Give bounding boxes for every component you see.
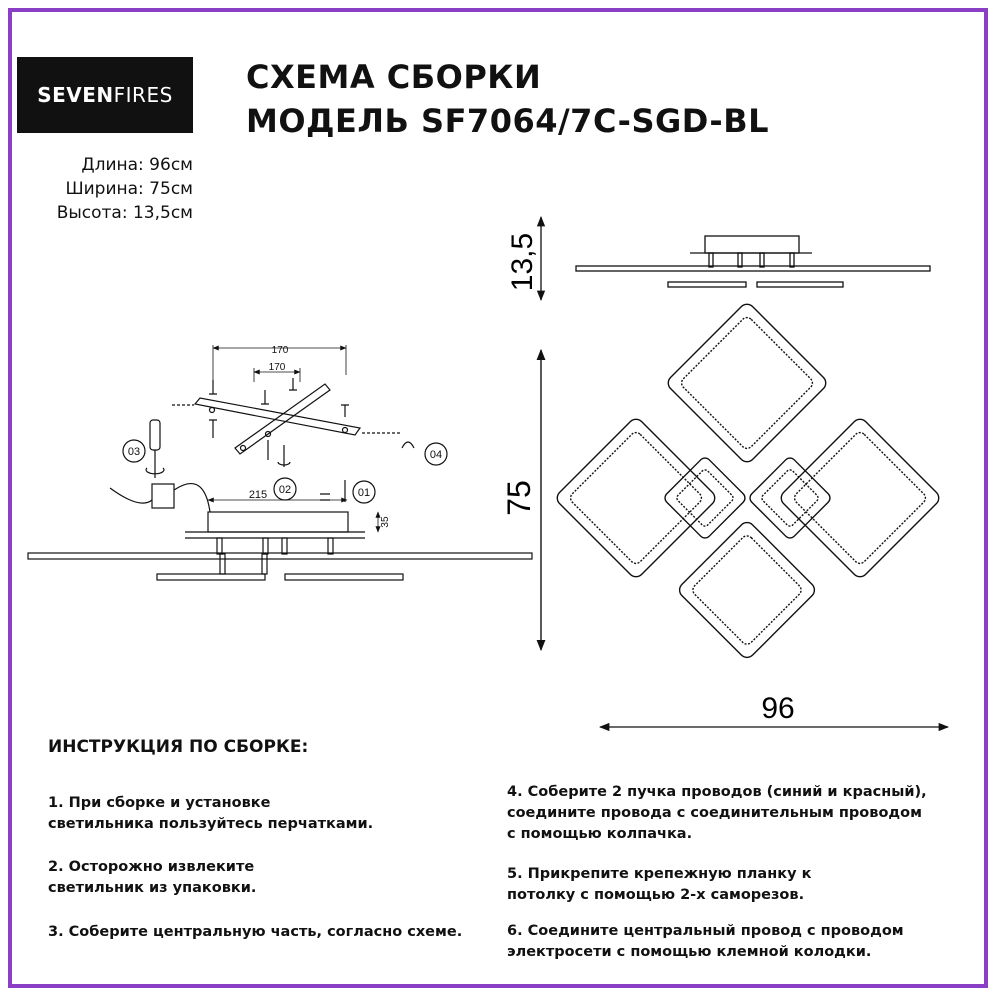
lower-frame-profile-left <box>668 282 746 287</box>
dimension-height: Высота: 13,5см <box>56 203 193 223</box>
top-view <box>541 301 942 661</box>
dimension-170-outer-label: 170 <box>271 345 289 356</box>
dimension-170-inner-label: 170 <box>268 362 286 373</box>
callout-01-label: 01 <box>357 487 371 499</box>
brand-logo-light: FIRES <box>113 83 173 107</box>
instruction-step-1 <box>48 793 373 835</box>
stem <box>790 253 794 267</box>
title-line-2: МОДЕЛЬ SF7064/7C-SGD-BL <box>246 102 769 140</box>
frame-top <box>665 301 829 465</box>
instruction-step-4-line-1: 4. Соберите 2 пучка проводов (синий и красный), <box>507 784 927 800</box>
callout-03-label: 03 <box>127 446 141 458</box>
instruction-step-4-line-2: соедините провода с соединительным проводом <box>507 805 922 821</box>
upper-frame-profile <box>576 266 930 271</box>
instruction-step-3-line-1: 3. Соберите центральную часть, согласно схеме. <box>48 924 463 940</box>
instruction-step-5 <box>507 864 811 906</box>
callout-01 <box>353 481 375 503</box>
upper-frame-assembled <box>28 553 532 559</box>
exploded-view <box>28 345 532 580</box>
dimension-length: Длина: 96см <box>81 155 193 175</box>
center-screws <box>268 440 284 467</box>
stem <box>709 253 713 267</box>
brand-logo-bold: SEVEN <box>37 83 114 107</box>
connection-wire <box>174 484 210 512</box>
instruction-step-6 <box>507 921 904 963</box>
screw <box>341 405 349 417</box>
instruction-step-2 <box>48 857 256 899</box>
instruction-step-5-line-1: 5. Прикрепите крепежную планку к <box>507 866 812 882</box>
mounting-bar-long <box>195 398 360 435</box>
callout-02 <box>274 478 296 500</box>
frame-left <box>554 416 718 580</box>
mains-wire <box>110 488 152 503</box>
canopy <box>705 236 799 253</box>
instructions-heading: ИНСТРУКЦИЯ ПО СБОРКЕ: <box>48 737 309 757</box>
frame-inner-right <box>748 456 833 541</box>
callout-02-label: 02 <box>278 484 292 496</box>
length-label: 96 <box>761 692 795 725</box>
stem <box>760 253 764 267</box>
stem <box>738 253 742 267</box>
instruction-step-6-line-1: 6. Соедините центральный провод с проводом <box>507 923 904 939</box>
dimension-215-label: 215 <box>248 489 268 501</box>
lower-frame-left-assembled <box>157 574 265 580</box>
callout-04-label: 04 <box>429 449 443 461</box>
screwdriver-handle <box>150 420 160 450</box>
terminal-block <box>152 484 174 508</box>
screw <box>209 380 217 394</box>
callout-04 <box>425 443 447 465</box>
instruction-step-5-line-2: потолку с помощью 2-х саморезов. <box>507 887 805 903</box>
dimension-35-label: 35 <box>380 516 391 528</box>
instruction-step-2-line-2: светильник из упаковки. <box>48 880 257 896</box>
screw <box>209 420 217 438</box>
instruction-step-4-line-3: с помощью колпачка. <box>507 826 693 842</box>
height-label: 13,5 <box>506 232 539 292</box>
callout-03 <box>123 440 145 462</box>
screw <box>261 390 269 404</box>
instruction-step-3 <box>48 922 462 943</box>
title-line-1: СХЕМА СБОРКИ <box>246 58 542 96</box>
width-label: 75 <box>501 480 537 516</box>
side-view <box>541 217 930 300</box>
mounting-bar-short <box>235 384 330 454</box>
frame-inner-left <box>663 456 748 541</box>
instruction-step-4 <box>507 782 927 845</box>
instruction-step-2-line-1: 2. Осторожно извлеките <box>48 859 255 875</box>
lower-frame-right-assembled <box>285 574 403 580</box>
instruction-step-1-line-1: 1. При сборке и установке <box>48 795 271 811</box>
frame-bottom <box>676 519 817 660</box>
instruction-step-6-line-2: электросети с помощью клемной колодки. <box>507 944 872 960</box>
screw <box>289 378 297 390</box>
frame-right <box>778 416 942 580</box>
instruction-step-1-line-2: светильника пользуйтесь перчатками. <box>48 816 374 832</box>
lower-frame-profile-right <box>757 282 843 287</box>
dimension-width: Ширина: 75см <box>65 179 193 199</box>
canopy-assembled <box>208 512 348 532</box>
